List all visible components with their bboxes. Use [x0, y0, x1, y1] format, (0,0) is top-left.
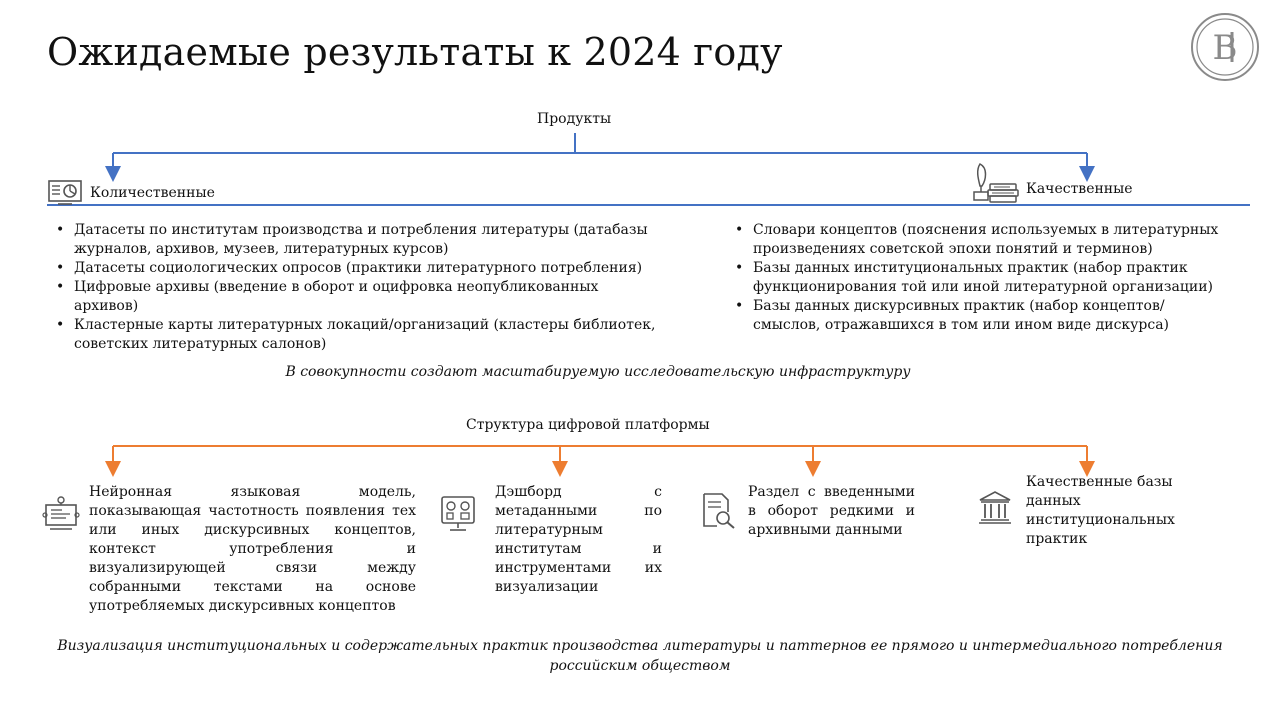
page-title: Ожидаемые результаты к 2024 году	[47, 30, 783, 74]
list-item: • Базы данных дискурсивных практик (набор концептов/смыслов, отражавшихся в том или ином виде дискурса)	[727, 297, 1227, 335]
neural-network-icon	[42, 495, 80, 533]
products-heading: Продукты	[537, 111, 612, 127]
component-dashboard: Дэшборд с метаданными по литературным институтам и инструментами их визуализации	[495, 484, 662, 595]
platform-connector	[113, 446, 1087, 469]
quantitative-report-icon	[48, 179, 82, 205]
document-search-icon	[701, 492, 737, 530]
dashboard-monitor-icon	[440, 495, 476, 533]
quill-books-icon	[970, 162, 1020, 204]
component-neural-model: Нейронная языковая модель, показывающая частотность появления тех или иных дискурсивных концептов, контекст употребления и визуализирующей связи между собранными текстами на основе употребляемых дискурсивных концептов	[89, 484, 416, 614]
component-institutional-db: Качественные базы данных институциональных практик	[1026, 474, 1175, 547]
platform-heading: Структура цифровой платформы	[466, 417, 710, 433]
platform-summary-line2: российским обществом	[549, 658, 731, 674]
list-item: • Цифровые архивы (введение в оборот и оцифровка неопубликованных архивов)	[48, 278, 660, 316]
component-archive-section: Раздел с введенными в оборот редкими и архивными данными	[748, 484, 915, 538]
qualitative-label: Качественные	[1026, 181, 1133, 197]
list-item: • Словари концептов (пояснения используемых в литературных произведениях советской эпохи понятий и терминов)	[727, 221, 1227, 259]
list-item: • Базы данных институциональных практик (набор практик функционирования той или иной литературной организации)	[727, 259, 1227, 297]
quantitative-list	[48, 221, 660, 354]
products-summary: В совокупности создают масштабируемую исследовательскую инфраструктуру	[285, 364, 911, 380]
products-connector	[113, 133, 1087, 174]
list-item: • Датасеты по институтам производства и потребления литературы (датабазы журналов, архивов, музеев, литературных курсов)	[48, 221, 660, 259]
qualitative-list	[727, 221, 1227, 335]
platform-summary-line1: Визуализация институциональных и содержательных практик производства литературы и паттернов ее прямого и интермедиального потребления	[57, 638, 1223, 654]
svg-text:В: В	[1212, 28, 1238, 68]
institution-building-icon	[978, 490, 1012, 526]
list-item: • Кластерные карты литературных локаций/организаций (кластеры библиотек, советских литературных салонов)	[48, 316, 660, 354]
list-item: • Датасеты социологических опросов (практики литературного потребления)	[48, 259, 660, 278]
quantitative-label: Количественные	[90, 185, 215, 201]
